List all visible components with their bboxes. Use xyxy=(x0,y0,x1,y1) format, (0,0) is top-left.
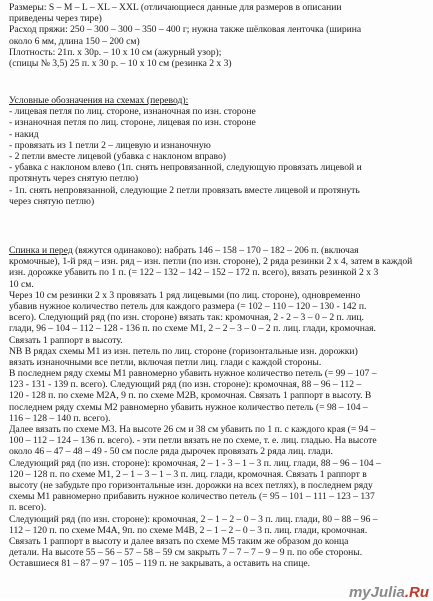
instruction-line: п. всего). xyxy=(9,502,47,514)
legend-item: - провязать из 1 петли 2 – лицевую и изнаночную xyxy=(9,139,211,151)
legend-item: через снятую петлю) xyxy=(9,195,95,207)
instruction-line: В последнем ряду схемы М1 равномерно убавить нужное количество петель (= 99 – 107 – xyxy=(9,368,377,380)
section-heading: Спинка и перед xyxy=(9,245,73,256)
density-line-2: (спицы № 3,5) 25 п. х 30 р. – 10 х 10 см (резинка 2 х 3) xyxy=(9,57,232,69)
instructions-section xyxy=(9,245,427,569)
instruction-line: Связать 1 раппорт в высоту. xyxy=(9,334,123,346)
instruction-text: (вяжутся одинаково): набрать 146 – 158 – 170 – 182 – 206 п. (включая xyxy=(72,245,359,256)
legend-item: - лицевая петля по лиц. стороне, изнаночная по изн. стороне xyxy=(9,106,256,118)
instruction-line: 112 – 120 п. по схеме М4А, 9п. по схеме М4В, 2 – 1 – 2 – 0 – 3 п. лиц. глади, кромочная. xyxy=(9,524,368,536)
instruction-line: 100 – 112 – 124 – 136 п. всего). - эти петли вязать не по схеме, т. е. лиц. гладью. На высоте xyxy=(9,435,377,447)
legend-item: - 1п. снять непровязанной, следующие 2 петли провязать вместе лицевой и протянуть xyxy=(9,184,360,196)
instruction-line: Следующий ряд (по изн. стороне): кромочная, 2 – 1 – 2 – 0 – 3 п. лиц. глади, 80 – 88 – 96 – xyxy=(9,513,378,525)
legend-section xyxy=(9,95,427,207)
instruction-line: 123 - 131 - 139 п. всего). Следующий ряд (по изн. стороне): кромочная, 88 – 96 – 112 – xyxy=(9,379,362,391)
watermark-prefix: my xyxy=(348,583,371,601)
instruction-line: детали. На высоте 55 – 56 – 57 – 58 – 59 см закрыть 7 – 7 – 7 – 9 – 9 п. по обе стороны. xyxy=(9,547,363,559)
instruction-line: 120 - 128 п. по схеме М2А, 9 п. по схеме М2В, кромочная. Связать 1 раппорт в высоту. В xyxy=(9,390,372,402)
legend-item: - изнаночная петля по лиц. стороне, лицевая по изн. стороне xyxy=(9,117,256,129)
instruction-line: Оставшиеся 81 – 87 – 97 – 105 – 119 п. не закрывать, а оставить на спице. xyxy=(9,558,311,570)
instruction-line: 120 – 128 п. по схеме М1, 2 – 1 – 3 – 1 – 3 п. лиц. глади, кромочная. Связать 1 раппорт в xyxy=(9,468,367,480)
watermark-tld: Ru xyxy=(409,583,429,601)
instruction-line: кромочные), 1-й ряд – изн. ряд – изн. петли (по изн. стороне), 2 ряда резинки 2 х 4, затем в каждой xyxy=(9,256,413,268)
yarn-line-2: около 6 мм, длина 150 – 200 см) xyxy=(9,35,140,47)
instruction-line: Через 10 см резинки 2 х 3 провязать 1 ряд лицевыми (по лиц. стороне), одновременно xyxy=(9,289,361,301)
sizes-line: Размеры: S – M – L – XL – XXL (отличающиеся данные для размеров в описании xyxy=(9,2,342,13)
header-section xyxy=(9,2,427,69)
instruction-line xyxy=(9,245,427,256)
legend-title: Условные обозначения на схемах (перевод): xyxy=(9,95,189,106)
site-watermark xyxy=(348,583,429,601)
instruction-line: 10 см. xyxy=(9,278,34,290)
yarn-line: Расход пряжи: 250 – 300 – 300 – 350 – 400 г; нужна также шёлковая ленточка (ширина xyxy=(9,24,362,36)
instruction-line: глади, 96 – 104 – 112 – 128 - 136 п. по схеме М1, 2 – 2 – 3 – 0 – 2 п. лиц. глади, кромочная. xyxy=(9,323,376,335)
legend-item: - убавка с наклоном влево (1п. снять непровязанной, следующую провязать лицевой и xyxy=(9,162,362,174)
instruction-line: NB В рядах схемы М1 из изн. петель по лиц. стороне (горизонтальные изн. дорожки) xyxy=(9,345,358,357)
instruction-line: высоту (не забудьте про горизонтальные изн. дорожки на всех петлях), в последнем ряду xyxy=(9,479,373,491)
sizes-line-2: приведены через тире) xyxy=(9,13,102,25)
watermark-dot: . xyxy=(404,583,409,601)
watermark-name: Julia xyxy=(370,583,405,601)
legend-item: - накид xyxy=(9,128,39,140)
instruction-line: 116 – 128 – 140 п. всего). xyxy=(9,412,111,424)
instruction-line: Следующий ряд (по изн. стороне): кромочная, 2 – 1 - 3 – 1 – 3 п. лиц. глади, 88 – 96 – 104 – xyxy=(9,457,381,469)
density-line: Плотность: 21п. х 30р. – 10 х 10 см (ажурный узор); xyxy=(9,46,222,58)
instruction-line: около 46 – 47 – 48 – 49 - 50 см после ряда дырочек провязать 2 ряда лиц. глади. xyxy=(9,446,333,458)
instruction-line: Далее вязать по схеме М3. На высоте 26 см и 38 см убавить по 1 п. с каждого края (= 94 – xyxy=(9,424,376,435)
instruction-line: убавив нужное количество петель для каждого размера (= 102 – 110 – 120 – 130 - 142 п. xyxy=(9,300,367,312)
instruction-line: последнем ряду схемы М2 равномерно убавить нужное количество петель (= 98 – 104 – xyxy=(9,401,368,413)
instruction-line: схемы М1 равномерно прибавить нужное количество петель (= 95 – 101 – 111 – 123 – 137 xyxy=(9,491,375,503)
instruction-line: изн. дорожке убавить по 1 п. (= 122 – 132 – 142 – 152 – 172 п. всего), вязать резинкой 2 х 3 xyxy=(9,267,379,279)
legend-item: протянуть через снятую петлю) xyxy=(9,173,139,185)
instruction-line: всего). Следующий ряд (по изн. стороне) вязать так: кромочная, 2 - 2 – 3 – 0 – 2 п. лиц. xyxy=(9,312,364,324)
instruction-line: вязать изнаночными все петли, включая петли лиц. глади с каждой стороны. xyxy=(9,356,322,368)
legend-item: - 2 петли вместе лицевой (убавка с наклоном вправо) xyxy=(9,150,226,162)
instruction-line: Связать 1 раппорт в высоту и далее вязать по схеме М5 таким же образом до конца xyxy=(9,535,349,547)
